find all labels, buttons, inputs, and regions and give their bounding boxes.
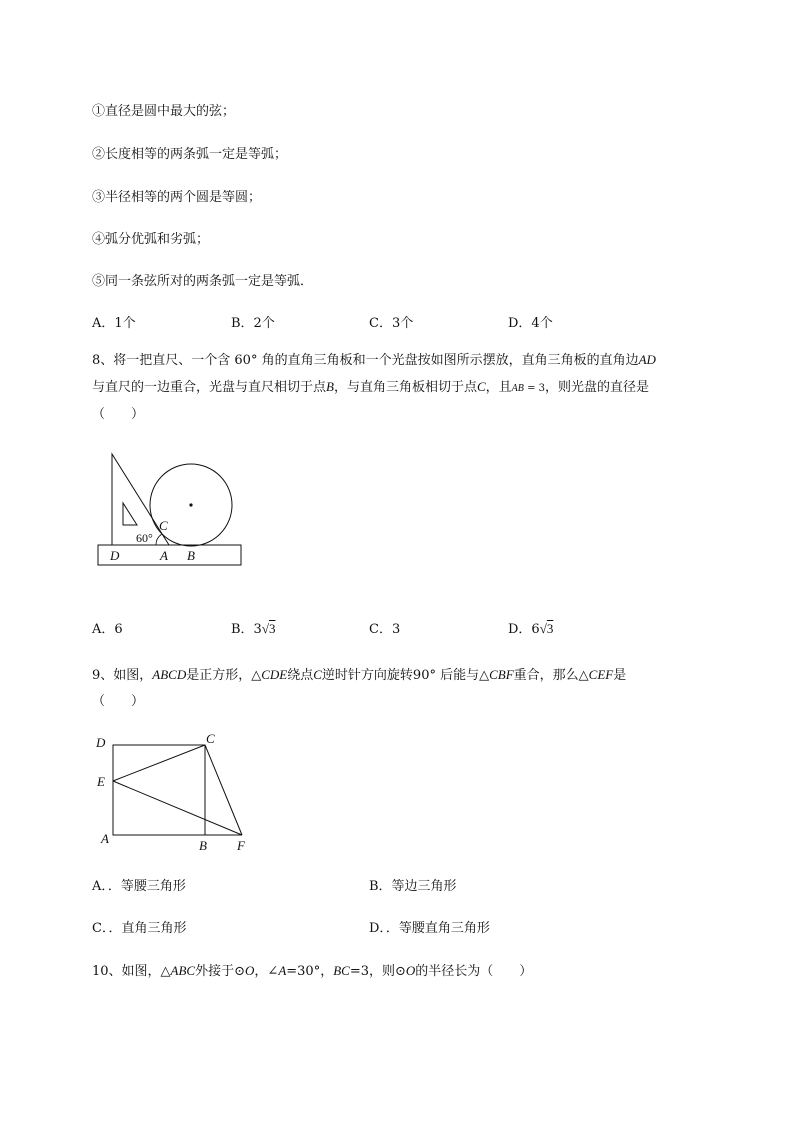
q8-var-ad: AD [638,352,656,367]
statement-4: ④弧分优弧和劣弧； [92,232,210,247]
q10-text-5: =3，则⊙ [349,964,406,979]
q9-stem [92,662,732,715]
q8-var-c: C [476,379,486,394]
q10-text-1: 10、如图，△ [92,964,171,979]
q9-option-d[interactable]: D．．等腰直角三角形 [369,921,490,936]
q8-line2-text2: ，与直角三角板相切于点 [333,380,477,395]
q8-line2-text4: ，则光盘的直径是 [545,380,650,395]
square-abcd [113,745,205,835]
statement-2: ②长度相等的两条弧一定是等弧； [92,147,288,162]
q9-text-2: 是正方形，△ [186,668,262,683]
q9-text-4: 逆时针方向旋转90° 后能与△ [321,668,490,683]
q10-var-bc: BC [333,963,350,978]
q8-line2-text: 与直尺的一边重合，光盘与直尺相切于点 [92,380,327,395]
q7-option-b[interactable]: B．2个 [231,316,275,331]
label-e: E [97,774,105,789]
q10-text-6: 的半径长为（ ） [415,964,533,979]
angle-arc [156,534,162,545]
label-c: C [159,518,168,533]
q7-option-a[interactable]: A．1个 [92,316,136,331]
q9-var-cef: CEF [588,667,614,682]
q10-text-2: 外接于⊙ [195,964,246,979]
q9-figure [92,728,262,858]
label-f: F [237,838,245,853]
q8-var-b: B [326,379,334,394]
label-a: A [160,548,168,563]
q9-answer-bracket: （ ） [92,694,145,709]
q10-var-abc: ABC [170,963,196,978]
q9-var-cbf: CBF [489,667,514,682]
q10-stem [92,960,532,979]
q9-var-c: C [313,667,322,682]
q10-var-o: O [245,963,255,978]
q9-text-1: 9、如图， [92,668,153,683]
q8-line1: 8、将一把直尺、一个含 60° 角的直角三角板和一个光盘按如图所示摆放，直角三角板的直角边 [92,353,639,368]
statement-5: ⑤同一条弦所对的两条弧一定是等弧． [92,274,314,289]
q9-text-5: 重合，那么△ [513,668,589,683]
q8-option-c[interactable]: C．3 [369,622,401,637]
set-square-hole [123,503,137,525]
q8-var-ab: AB [511,383,524,394]
q8-option-a[interactable]: A．6 [92,622,123,637]
q8-option-d-text: D．6 [508,622,540,637]
q8-ab-value: = 3 [523,383,545,394]
q9-var-cde: CDE [261,667,288,682]
q10-var-o2: O [405,963,416,978]
q9-option-a[interactable]: A．．等腰三角形 [92,879,186,894]
statement-1: ①直径是圆中最大的弦； [92,104,236,119]
label-c: C [206,731,215,746]
q10-var-a: A [278,963,287,978]
q8-option-d[interactable] [508,618,553,637]
q9-option-c[interactable]: C．．直角三角形 [92,921,187,936]
disc-center-dot [189,503,192,506]
q9-text-3: 绕点 [287,668,314,683]
label-angle-60: 60° [136,531,153,545]
label-a: A [101,831,109,846]
q8-answer-bracket: （ ） [92,407,145,422]
q8-option-b-radicand: 3 [268,621,276,636]
q10-text-3: ，∠ [254,964,279,979]
q10-text-4: =30°， [286,964,334,979]
q8-figure [92,448,252,573]
ruler-shape [98,545,241,565]
q8-stem [92,347,732,428]
label-b: B [199,838,207,853]
label-d: D [110,548,120,563]
label-d: D [96,735,106,750]
sqrt-icon: √ [539,621,547,636]
q8-line2-text3: ，且 [485,380,512,395]
statement-3: ③半径相等的两个圆是等圆； [92,190,262,205]
segment-ec [113,745,205,781]
q8-option-b[interactable] [231,618,275,637]
q8-option-b-text: B．3 [231,622,262,637]
q9-option-b[interactable]: B．等边三角形 [369,879,457,894]
q9-text-6: 是 [613,668,627,683]
q8-option-d-radicand: 3 [546,621,554,636]
q7-option-d[interactable]: D．4个 [508,316,553,331]
q9-var-abcd: ABCD [152,667,187,682]
q7-option-c[interactable]: C．3个 [369,316,414,331]
label-b: B [187,548,195,563]
sqrt-icon: √ [261,621,269,636]
